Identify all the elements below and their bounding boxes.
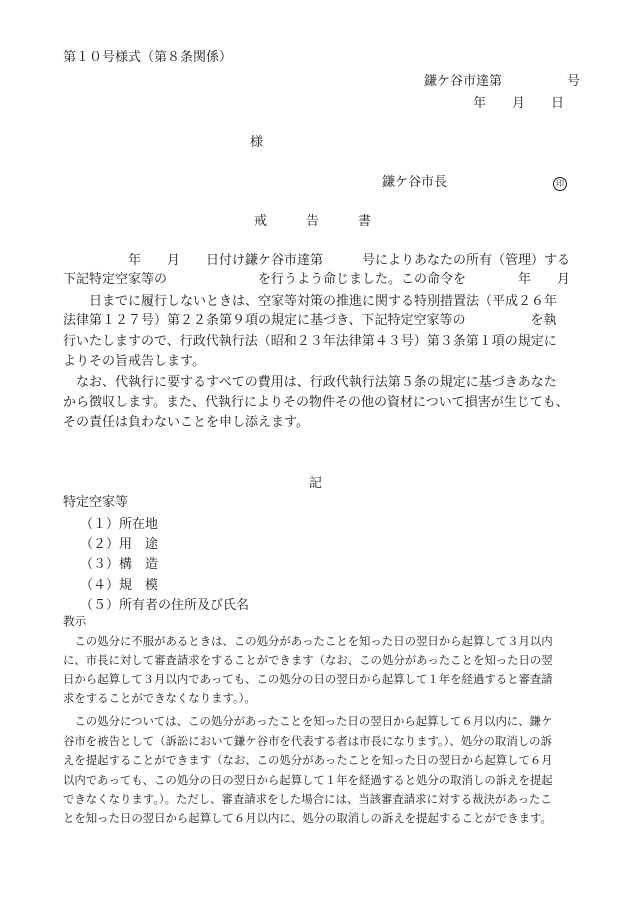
instruction-line: に、市長に対して審査請求をすることができます（なお、この処分があったことを知った日の翌 xyxy=(63,653,553,667)
issuer-name: 鎌ケ谷市長 xyxy=(382,175,448,190)
ki-heading: 記 xyxy=(309,476,323,491)
form-title: 第１０号様式（第８条関係） xyxy=(63,50,233,65)
instruction-line: えを提起することができます（なお、この処分があったことを知った日の翌日から起算して６月 xyxy=(63,753,553,767)
instruction-line: できなくなります。）。ただし、審査請求をした場合には、当該審査請求に対する裁決があったこ xyxy=(63,792,552,806)
body-line: から徴収します。また、代執行によりその物件その他の資材について損害が生じても、 xyxy=(63,395,569,410)
instruction-line: この処分に不服があるときは、この処分があったことを知った日の翌日から起算して３月以内 xyxy=(63,634,553,648)
instruction-line: 日から起算して３月以内であっても、この処分の日の翌日から起算して１年を経過すると審査請 xyxy=(63,672,553,686)
seal-icon: 印 xyxy=(553,171,567,191)
instruction-heading: 教示 xyxy=(63,614,87,628)
list-item: （４）規 模 xyxy=(80,578,159,593)
list-item: （２）用 途 xyxy=(80,537,159,552)
instruction-line: とを知った日の翌日から起算して６月以内に、処分の取消しの訴えを提起することができます。 xyxy=(63,811,552,825)
body-line: なお、代執行に要するすべての費用は、行政代執行法第５条の規定に基づきあなた xyxy=(63,375,557,390)
list-item: （５）所有者の住所及び氏名 xyxy=(80,598,250,613)
body-line: 法律第１２７号）第２２条第９項の規定に基づき、下記特定空家等の を執 xyxy=(63,313,557,328)
instruction-line: 以内であっても、この処分の日の翌日から起算して１年を経過すると処分の取消しの訴えを提起 xyxy=(63,773,553,787)
body-line: 行いたしますので、行政代執行法（昭和２３年法律第４３号）第３条第１項の規定に xyxy=(63,334,557,349)
instruction-line: 求をすることができなくなります。）。 xyxy=(63,691,256,705)
document-title: 戒 告 書 xyxy=(254,214,372,229)
notice-number: 鎌ケ谷市達第 号 xyxy=(424,74,581,89)
body-line: その責任は負わないことを申し添えます。 xyxy=(63,415,309,430)
instruction-line: この処分については、この処分があったことを知った日の翌日から起算して６月以内に、鎌ケ xyxy=(63,714,553,728)
body-line: 下記特定空家等の を行うよう命じました。この命令を 年 月 xyxy=(63,272,571,287)
addressee-suffix: 様 xyxy=(250,135,264,150)
body-line: よりその旨戒告します。 xyxy=(63,354,205,369)
issue-date: 年 月 日 xyxy=(473,96,565,111)
body-line: 年 月 日付け鎌ケ谷市達第 号によりあなたの所有（管理）する xyxy=(63,253,571,268)
list-item: （３）構 造 xyxy=(80,557,159,572)
list-item: （１）所在地 xyxy=(80,517,159,532)
body-line: 日までに履行しないときは、空家等対策の推進に関する特別措置法（平成２６年 xyxy=(63,294,558,309)
property-heading: 特定空家等 xyxy=(63,495,129,510)
instruction-line: 谷市を被告として（訴訟において鎌ケ谷市を代表する者は市長になります。）、処分の取消しの訴 xyxy=(63,734,552,748)
